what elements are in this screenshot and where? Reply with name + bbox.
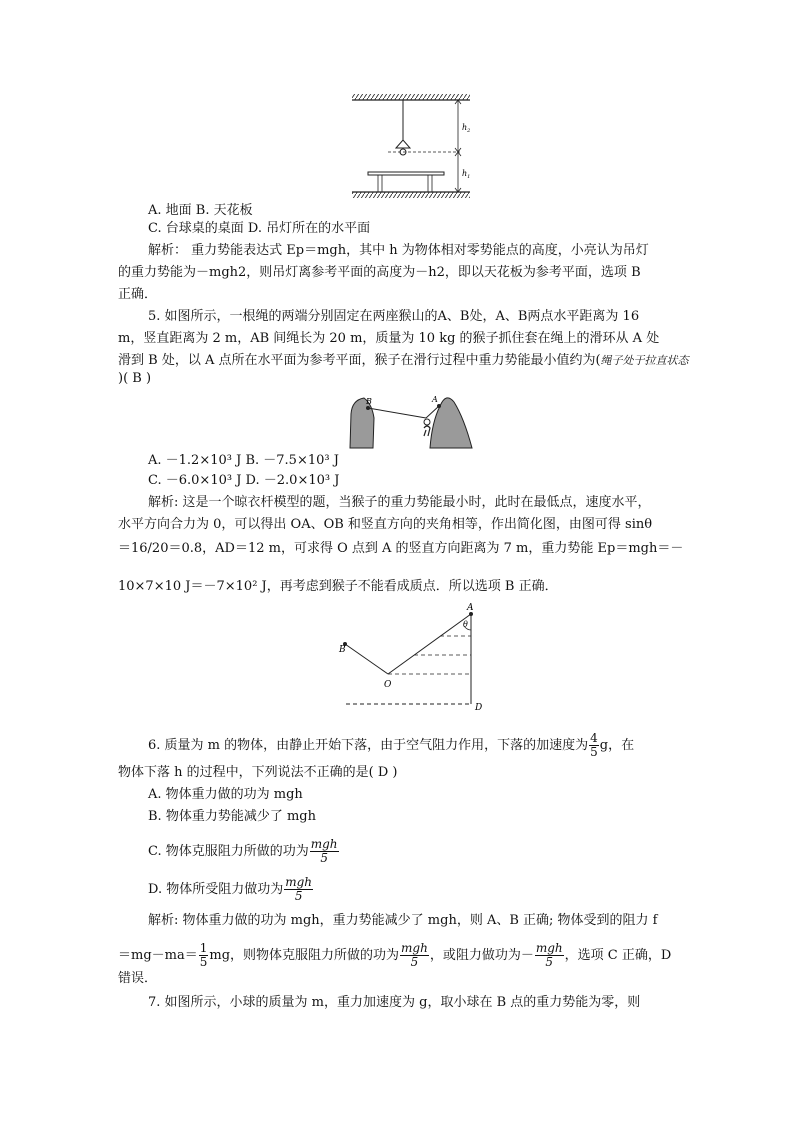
q5-analysis-line4: 10×7×10 J＝－7×10² J，再考虑到猴子不能看成质点．所以选项 B 正确． [118, 579, 558, 594]
q5-stem-line1: 5. 如图所示，一根绳的两端分别固定在两座猴山的A、B处，A、B两点水平距离为 16 [148, 309, 640, 324]
q6-stem-line2: 物体下落 h 的过程中，下列说法不正确的是( D ) [118, 765, 398, 780]
q4-options-line1: A. 地面 B. 天花板 [148, 203, 253, 218]
q5-handwritten-note: 绳子处于拉直状态 [600, 354, 689, 367]
fig2-label-b: B [366, 397, 372, 406]
q6-option-b: B. 物体重力势能减少了 mgh [148, 809, 316, 824]
fraction-four-fifths: $\frac{4}{5}$ [590, 731, 598, 759]
q5-stem-line2: m，竖直距离为 2 m，AB 间绳长为 20 m，质量为 10 kg 的猴子抓住套在绳上的滑环从 A 处 [118, 331, 660, 346]
q4-analysis-line1: 解析： 重力势能表达式 Ep＝mgh，其中 h 为物体相对零势能点的高度，小亮认为吊灯 [148, 243, 649, 258]
q6-analysis-line1: 解析: 物体重力做的功为 mgh，重力势能减少了 mgh，则 A、B 正确; 物体受到的阻力 f [148, 913, 658, 928]
figure-simplified-diagram [330, 600, 490, 716]
q6-option-a: A. 物体重力做的功为 mgh [148, 787, 303, 802]
h1-label: $h_1$ [462, 169, 471, 180]
q6-option-c: C. 物体克服阻力所做的功为 $\frac{\text{mgh}}{5}$ [148, 837, 338, 865]
q7-stem-line1: 7. 如图所示，小球的质量为 m，重力加速度为 g，取小球在 B 点的重力势能为零，则 [148, 995, 641, 1010]
q4-analysis-line3: 正确． [118, 287, 158, 302]
q4-analysis-line2: 的重力势能为－mgh2，则吊灯离参考平面的高度为－h2，即以天花板为参考平面，选项 B [118, 265, 641, 280]
figure-monkey-rope [340, 384, 476, 450]
q5-stem-line3-end: )( B ) [118, 371, 152, 386]
q6-option-d: D. 物体所受阻力做功为 $\frac{\text{mgh}}{5}$ [148, 875, 313, 903]
fraction-mgh-over-5: $\frac{\text{mgh}}{5}$ [535, 941, 563, 969]
h2-label: $h_2$ [462, 123, 471, 134]
fig2-label-a: A [432, 395, 438, 404]
q5-analysis-line3: ＝16/20＝0.8，AD＝12 m，可求得 O 点到 A 的竖直方向距离为 7 m，重力势能 Ep＝mgh＝－ [118, 541, 684, 556]
fig3-label-d: D [475, 703, 483, 713]
fig3-label-b: B [339, 645, 346, 655]
q5-analysis-line1: 解析: 这是一个晾衣杆模型的题，当猴子的重力势能最小时，此时在最低点，速度水平， [148, 495, 651, 510]
fig3-label-theta: θ [463, 620, 468, 629]
fig3-label-o: O [384, 680, 392, 690]
fraction-mgh-over-5: $\frac{\text{mgh}}{5}$ [285, 875, 313, 903]
q6-analysis-line2: ＝mg－ma＝ $\frac{1}{5}$ mg，则物体克服阻力所做的功为 $\frac{\text{mgh}}{5}$ ，或阻力做功为－ $\frac{\text{mgh}}{5}$ ，选项 C 正确，D [118, 941, 672, 969]
q5-options-line2: C. －6.0×10³ J D. －2.0×10³ J [148, 473, 340, 488]
q4-options-line2: C. 台球桌的桌面 D. 吊灯所在的水平面 [148, 221, 371, 236]
q5-analysis-line2: 水平方向合力为 0，可以得出 OA、OB 和竖直方向的夹角相等，作出简化图，由图可得 sinθ [118, 517, 653, 532]
fraction-mgh-over-5: $\frac{\text{mgh}}{5}$ [310, 837, 338, 865]
fraction-one-fifth: $\frac{1}{5}$ [199, 941, 208, 969]
figure-lamp-table [340, 92, 480, 198]
q6-analysis-line3: 错误． [118, 971, 158, 986]
fraction-mgh-over-5: $\frac{\text{mgh}}{5}$ [401, 941, 428, 969]
q6-stem-line1: 6. 质量为 m 的物体，由静止开始下落，由于空气阻力作用，下落的加速度为 $\frac{4}{5}$ g，在 [148, 731, 635, 759]
q5-stem-line3: 滑到 B 处，以 A 点所在水平面为参考平面，猴子在滑行过程中重力势能最小值约为(绳子处于拉直状态 [118, 353, 689, 368]
fig3-label-a: A [467, 603, 474, 613]
q5-options-line1: A. －1.2×10³ J B. －7.5×10³ J [148, 453, 339, 468]
